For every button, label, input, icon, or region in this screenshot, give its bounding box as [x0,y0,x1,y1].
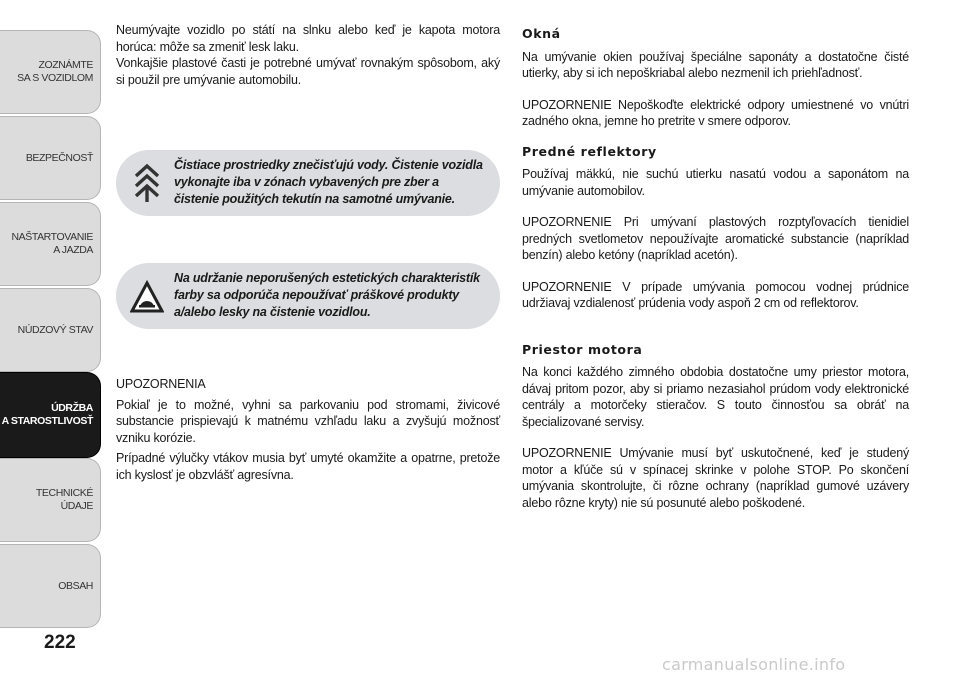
tab-getting-to-know-vehicle[interactable]: ZOZNÁMTE SA S VOZIDLOM [0,30,101,114]
intro-paragraph-1: Neumývajte vozidlo po státí na slnku alebo keď je kapota motora horúca: môže sa zmeniť lesk laku. [116,23,500,54]
warning-triangle-icon [130,275,164,317]
intro-paragraph-2: Vonkajšie plastové časti je potrebné umývať rovnakým spôsobom, aký si použil pre umývanie automobilu. [116,56,500,87]
windows-paragraph-1: Na umývanie okien používaj špeciálne saponáty a dostatočne čisté utierky, aby si ich nepoškriabal alebo nezmenil ich priehľadnosť. [522,49,909,80]
watermark: carmanualsonline.info [662,655,846,674]
environment-icon [130,162,164,204]
tab-contents[interactable]: OBSAH [0,544,101,628]
notes-title: UPOZORNENIA [116,377,206,391]
section-heading-windows: Okná [522,26,561,41]
note-paragraph-2: Prípadné výlučky vtákov musia byť umyté okamžite a opatrne, pretože ich kyslosť je obzvlášť agresívna. [116,451,500,482]
section-heading-headlights: Predné reflektory [522,143,657,159]
tab-maintenance-and-care[interactable]: ÚDRŽBA A STAROSTLIVOSŤ [0,372,101,458]
engine-paragraph-1: Na konci každého zimného obdobia dostatočne umy priestor motora, dávaj pritom pozor, aby si priamo nezasiahol prúdom vody elektronické centrály a motorčeky stieračov. S touto činnosťou sa obráť na špecializované servisy. [522,365,909,429]
intro-text [116,22,500,88]
headlights-paragraph-3: UPOZORNENIE V prípade umývania pomocou vodnej prúdnice udržiavaj vzdialenosť prúdenia vody aspoň 2 cm od reflektorov. [522,279,909,310]
note-paragraph-1: Pokiaľ je to možné, vyhni sa parkovaniu pod stromami, živicové substancie prispievajú k matnému vzhľadu laku a zvyšujú možnosť vzniku korózie. [116,397,500,445]
headlights-paragraph-1: Používaj mäkkú, nie suchú utierku nasatú vodou a saponátom na umývanie automobilov. [522,167,909,198]
windows-paragraph-2: UPOZORNENIE Nepoškoďte elektrické odpory umiestnené vo vnútri zadného okna, jemne ho pretrite v smere odporov. [522,97,909,128]
right-column [522,26,909,511]
page-number: 222 [44,632,76,653]
notes-section [116,376,500,483]
tab-technical-data[interactable]: TECHNICKÉ ÚDAJE [0,458,101,542]
tab-starting-and-driving[interactable]: NAŠTARTOVANIE A JAZDA [0,202,101,286]
engine-paragraph-2: UPOZORNENIE Umývanie musí byť uskutočnené, keď je studený motor a kľúče sú v spínacej skrinke v polohe STOP. Po skončení umývania skontrolujte, či rôzne ochrany (napríklad gumové uzávery alebo rôzne kryty) nie sú posunuté alebo poškodené. [522,446,909,510]
section-heading-engine-bay: Priestor motora [522,341,643,357]
warning-callout-text: Na udržanie neporušených estetických charakteristík farby sa odporúča nepoužívať práškové produkty a/alebo lesky na čistenie vozidlou. [174,271,480,319]
environment-callout-text: Čistiace prostriedky znečisťujú vody. Čistenie vozidla vykonajte iba v zónach vybavených pre zber a čistenie použitých tekutín na samotné umývanie. [174,158,483,206]
environment-callout [116,150,500,216]
tab-safety[interactable]: BEZPEČNOSŤ [0,116,101,200]
tab-emergency[interactable]: NÚDZOVÝ STAV [0,288,101,372]
warning-callout [116,263,500,329]
headlights-paragraph-2: UPOZORNENIE Pri umývaní plastových rozptyľovacích tienidiel predných svetlometov nepoužívajte aromatické substancie (napríklad benzín) alebo ketóny (napríklad acetón). [522,215,909,262]
